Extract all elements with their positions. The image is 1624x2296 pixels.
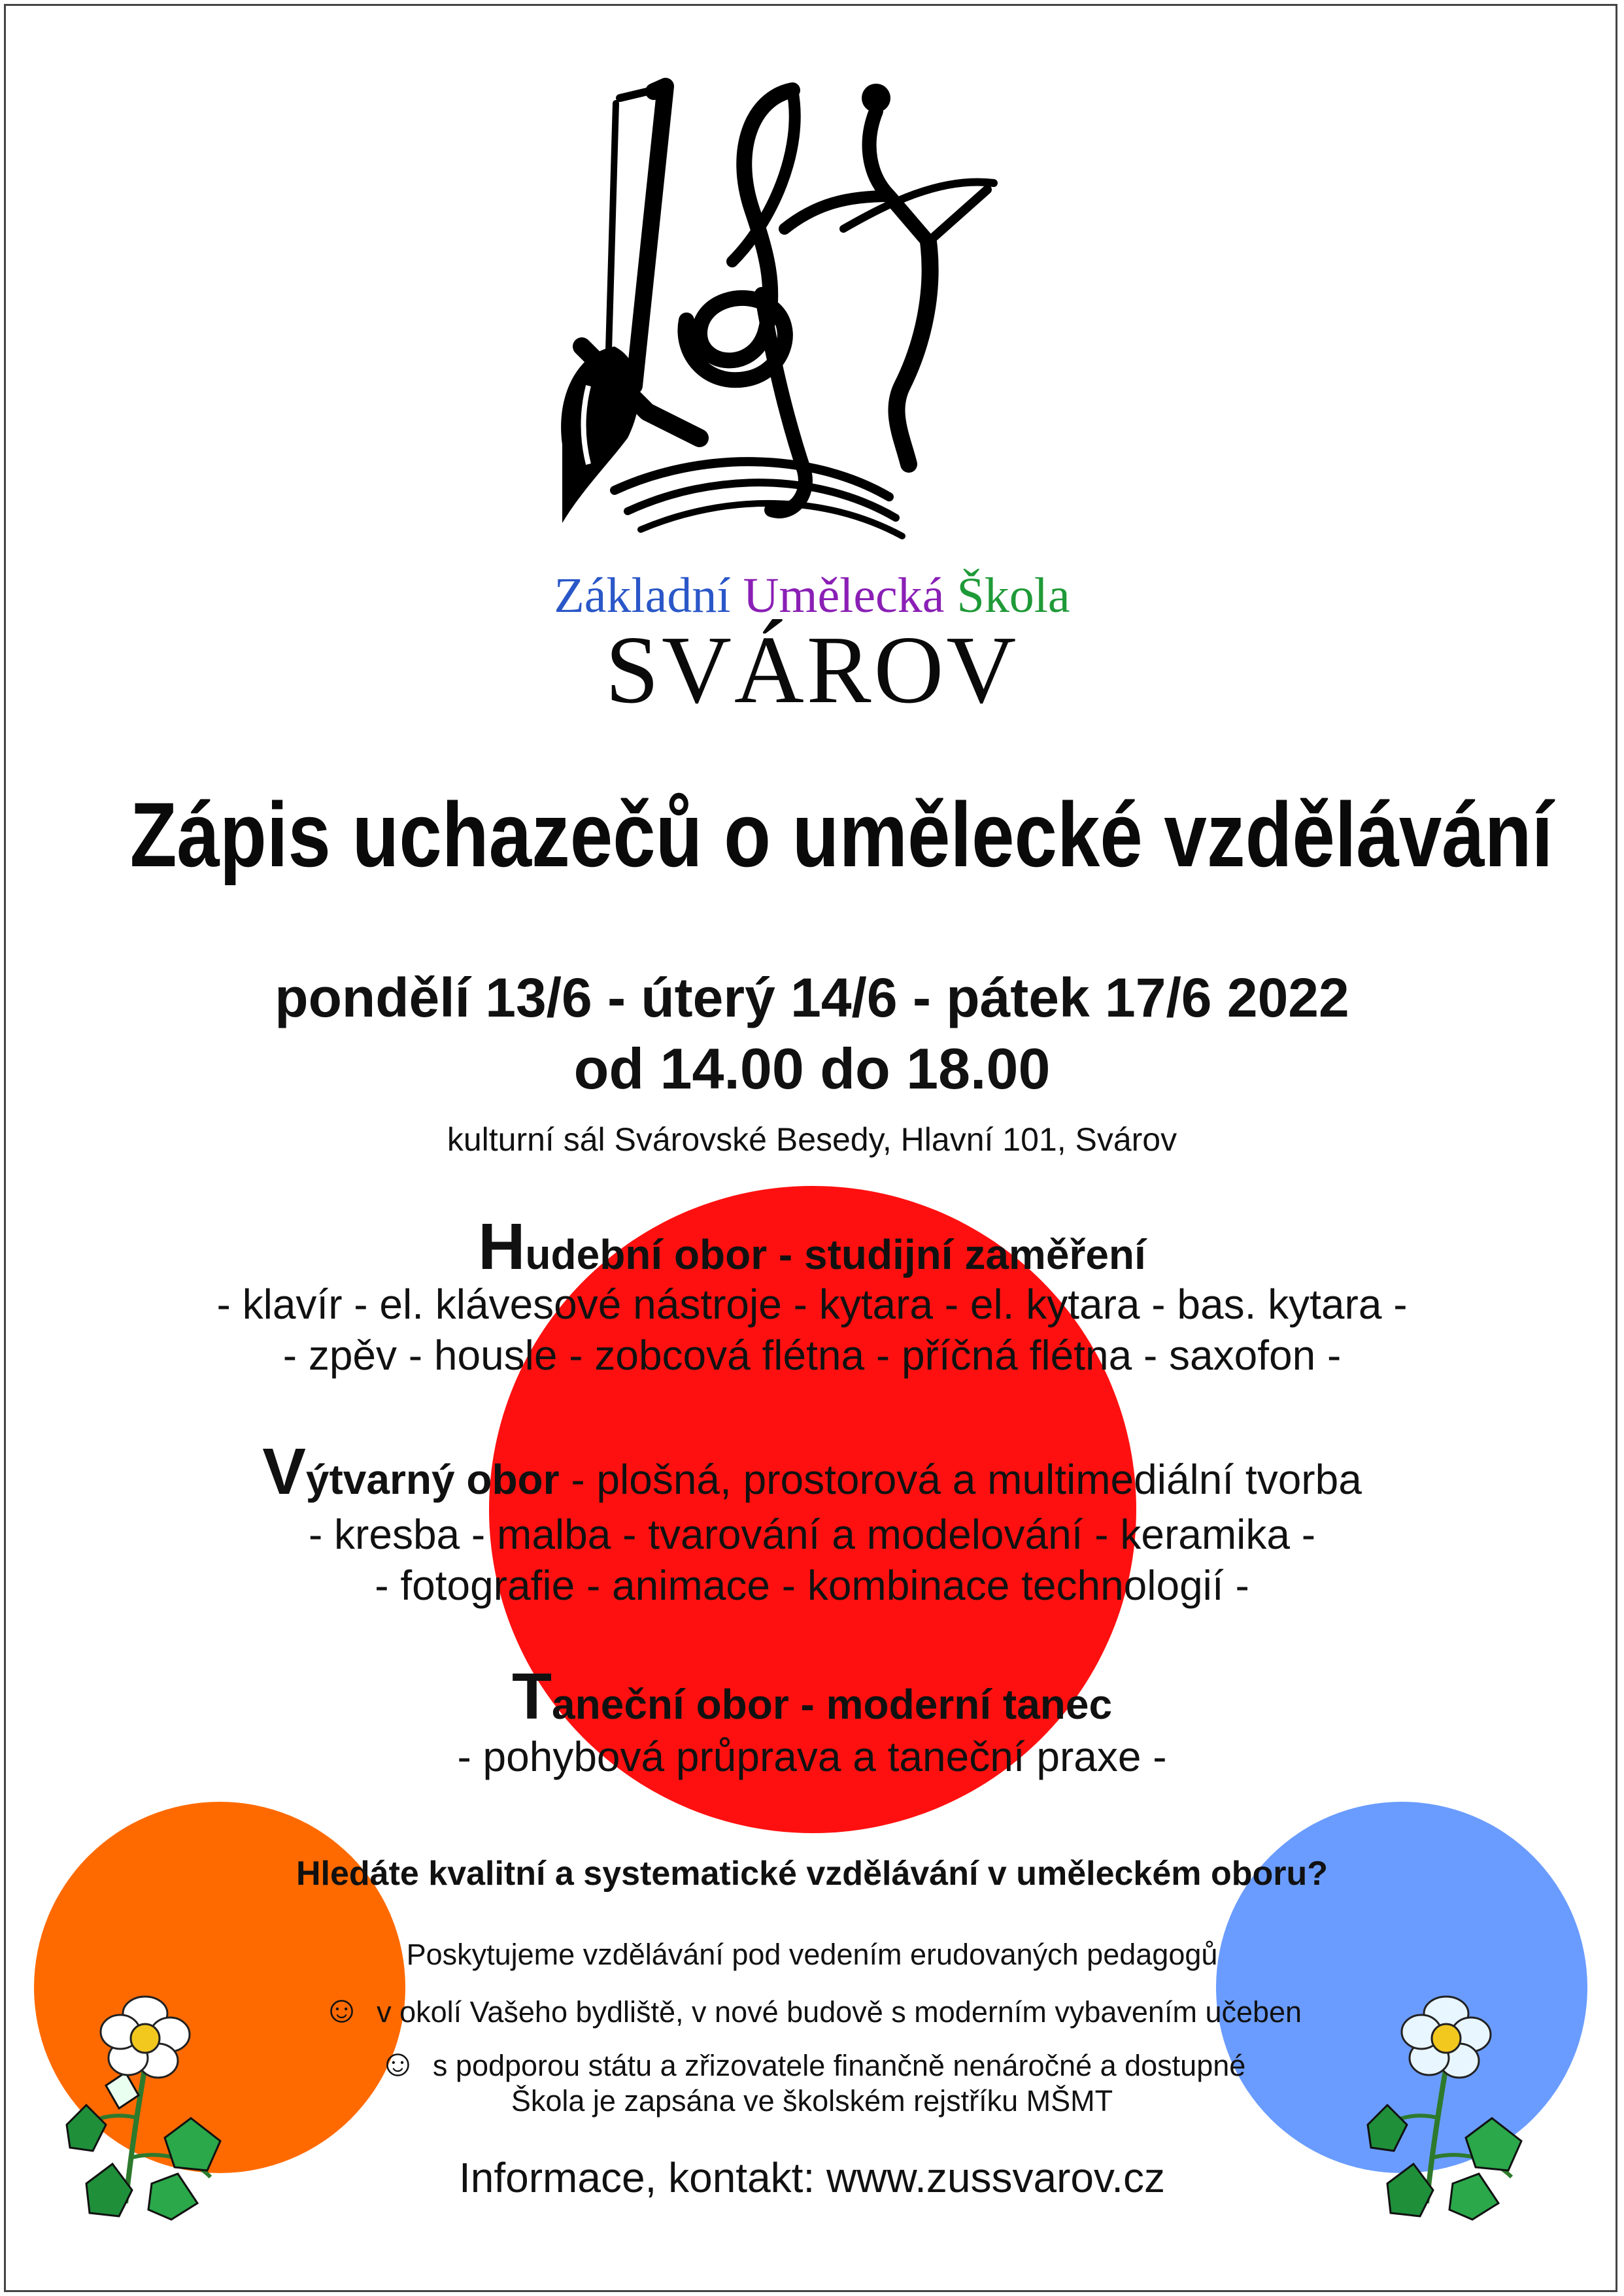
strawberry-flower-icon xyxy=(1361,1987,1531,2223)
smiley-icon: ☺ xyxy=(322,1988,362,2031)
section-dance-title-text: aneční obor - moderní tanec xyxy=(552,1681,1113,1728)
section-art-initial: V xyxy=(262,1435,306,1508)
smiley-icon: ☺ xyxy=(378,2042,417,2084)
benefit-point-1-text: v okolí Vašeho bydliště, v nové budově s moderním vybavením učeben xyxy=(377,1995,1302,2029)
section-art-title xyxy=(0,1434,1624,1510)
school-town: SVÁROV xyxy=(605,616,1019,724)
benefits-intro: Poskytujeme vzdělávání pod vedením erudovaných pedagogů xyxy=(406,1938,1218,1971)
benefit-point-2-text: s podporou státu a zřizovatele finančně nenáročné a dostupné xyxy=(432,2049,1246,2082)
school-name-word-1: Základní xyxy=(554,568,731,623)
page-title: Zápis uchazečů o umělecké vzdělávání xyxy=(129,783,1553,886)
section-music-line-2: - zpěv - housle - zobcová flétna - příčná flétna - saxofon - xyxy=(282,1332,1342,1379)
section-art-title-text: ýtvarný obor xyxy=(305,1456,560,1503)
section-art-line-1: - kresba - malba - tvarování a modelování - keramika - xyxy=(308,1511,1316,1558)
section-music-title xyxy=(0,1209,1624,1285)
section-music-line-1: - klavír - el. klávesové nástroje - kytara - el. kytara - bas. kytara - xyxy=(216,1281,1408,1328)
venue-address: kulturní sál Svárovské Besedy, Hlavní 101, Svárov xyxy=(447,1121,1177,1158)
section-dance-initial: T xyxy=(511,1660,552,1733)
section-music-title-text: udební obor - studijní zaměření xyxy=(525,1231,1146,1278)
section-dance-line-1: - pohybová průprava a taneční praxe - xyxy=(457,1733,1167,1780)
registry-note: Škola je zapsána ve školském rejstříku MŠMT xyxy=(511,2084,1113,2118)
enrollment-hours: od 14.00 do 18.00 xyxy=(573,1036,1051,1101)
section-music-initial: H xyxy=(478,1210,526,1283)
school-name-word-2: Umělecká xyxy=(743,568,945,623)
section-dance-title xyxy=(0,1659,1624,1734)
strawberry-flower-icon xyxy=(60,1987,230,2223)
school-name-word-3: Škola xyxy=(956,568,1070,623)
question-headline: Hledáte kvalitní a systematické vzdělávání v uměleckém oboru? xyxy=(296,1855,1328,1893)
section-art-subtitle: - plošná, prostorová a multimediální tvorba xyxy=(559,1456,1362,1503)
contact-line: Informace, kontakt: www.zussvarov.cz xyxy=(458,2154,1166,2201)
school-logo-icon xyxy=(536,72,1072,543)
enrollment-dates: pondělí 13/6 - úterý 14/6 - pátek 17/6 2022 xyxy=(275,967,1349,1028)
section-art-line-2: - fotografie - animace - kombinace technologií - xyxy=(375,1562,1249,1609)
